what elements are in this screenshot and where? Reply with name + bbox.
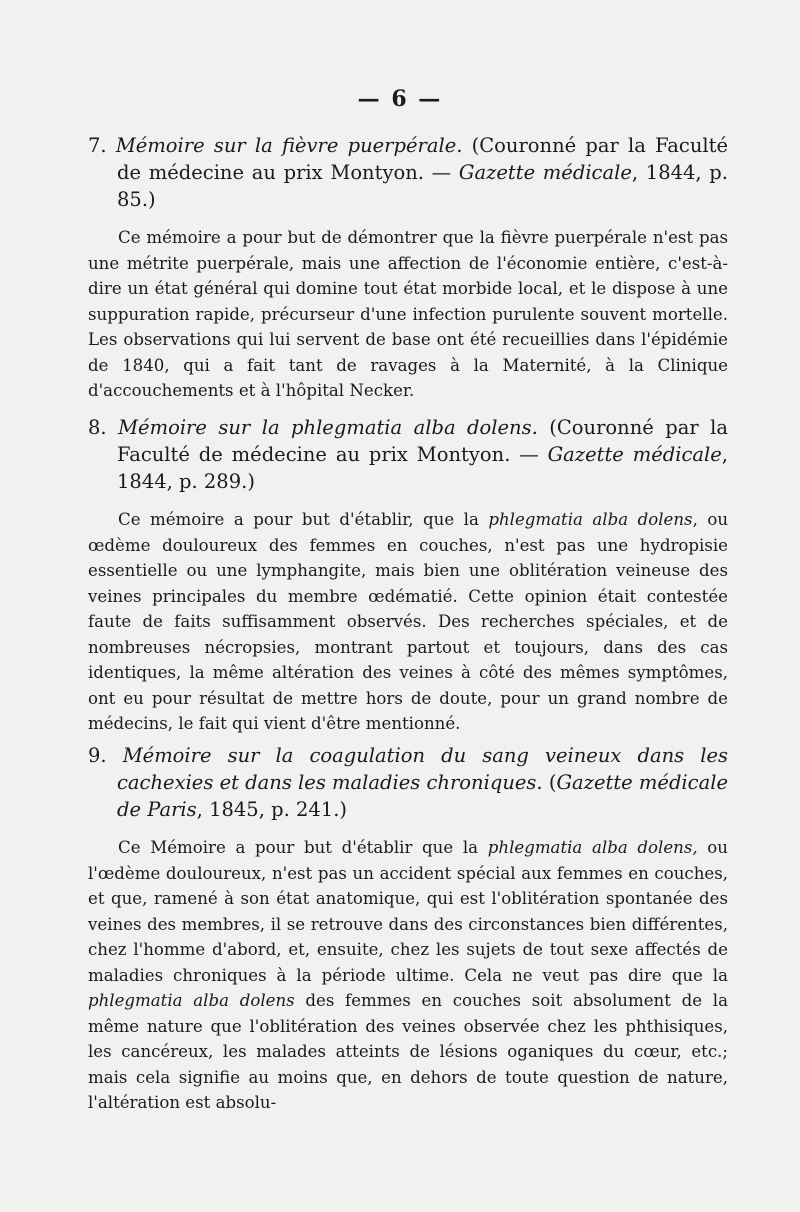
entry-body-text: ou l'œdème douloureux, n'est pas un accident spécial aux femmes en couches, et que, ramené à son état anatomique, qui est l'oblitération spontanée des veines des membres, il se retrouve dans des circonstances bien différentes, chez l'homme d'abord, et, ensuite, chez les sujets de tout sexe affectés de maladies chroniques à la période ultime. Cela ne veut pas dire que la <box>88 838 728 985</box>
entry-journal: Gazette médicale <box>547 443 722 466</box>
entry-8 <box>88 414 728 737</box>
entry-body-text: Ce Mémoire a pour but d'établir que la <box>118 838 488 857</box>
entry-citation-pre: (Couronné par la Faculté de médecine au prix Montyon. — <box>117 416 729 466</box>
entry-heading <box>88 132 728 213</box>
entry-body-italic: phlegmatia alba dolens <box>488 510 693 529</box>
entry-journal: Gazette médicale de Paris <box>117 771 728 821</box>
entry-number: 9. <box>88 744 107 767</box>
entry-body-text: Ce mémoire a pour but d'établir, que la <box>118 510 489 529</box>
entry-body-text: , ou œdème douloureux des femmes en couches, n'est pas une hydropisie essentielle ou une lymphangite, mais bien une oblitération veineuse des veines principales du membre œdématié. Cette opinion était contestée faute de faits suffisamment observés. Des recherches spéciales, et de nombreuses nécropsies, montrant partout et toujours, dans des cas identiques, la même altération des veines à côté des mêmes symptômes, ont eu pour résultat de mettre hors de doute, pour un grand nombre de médecins, le fait qui vient d'être mentionné. <box>88 510 729 733</box>
entry-body-italic: phlegmatia alba dolens <box>88 991 295 1010</box>
page-number: — 6 — <box>357 86 443 112</box>
entry-title: Mémoire sur la coagulation du sang veineux dans les cachexies et dans les maladies chroniques. <box>117 744 729 794</box>
entry-9 <box>88 742 728 1116</box>
entry-number: 8. <box>88 416 107 439</box>
entry-heading <box>88 742 728 823</box>
entry-heading <box>88 414 728 495</box>
entry-body <box>88 835 728 1116</box>
entry-citation-post: , 1844, p. 289.) <box>117 443 728 493</box>
entry-citation-pre: (Couronné par la Faculté de médecine au prix Montyon. — <box>117 134 728 184</box>
entry-citation-post: , 1844, p. 85.) <box>117 161 728 211</box>
entry-7 <box>88 132 728 404</box>
entry-title: Mémoire sur la fièvre puerpérale. <box>115 134 463 157</box>
entry-title: Mémoire sur la phlegmatia alba dolens. <box>118 416 538 439</box>
entry-number: 7. <box>88 134 107 157</box>
entry-journal: Gazette médicale <box>458 161 632 184</box>
entry-body <box>88 507 728 737</box>
entry-citation-post: , 1845, p. 241.) <box>196 798 347 821</box>
entry-body-italic: phlegmatia alba dolens, <box>487 838 698 857</box>
entry-body: Ce mémoire a pour but de démontrer que la fièvre puerpérale n'est pas une métrite puerpérale, mais une affection de l'économie entière, c'est-à-dire un état général qui domine tout état morbide local, et le dispose à une suppuration rapide, précurseur d'une infection purulente souvent mortelle. Les observations qui lui servent de base ont été recueillies dans l'épidémie de 1840, qui a fait tant de ravages à la Maternité, à la Clinique d'accouchements et à l'hôpital Necker. <box>88 228 728 400</box>
entry-citation-pre: ( <box>542 771 557 794</box>
entry-body-text: des femmes en couches soit absolument de la même nature que l'oblitération des veines observée chez les phthisiques, les cancéreux, les malades atteints de lésions oganiques du cœur, etc.; mais cela signifie au moins que, en dehors de toute question de nature, l'altération est absolu- <box>88 991 728 1112</box>
